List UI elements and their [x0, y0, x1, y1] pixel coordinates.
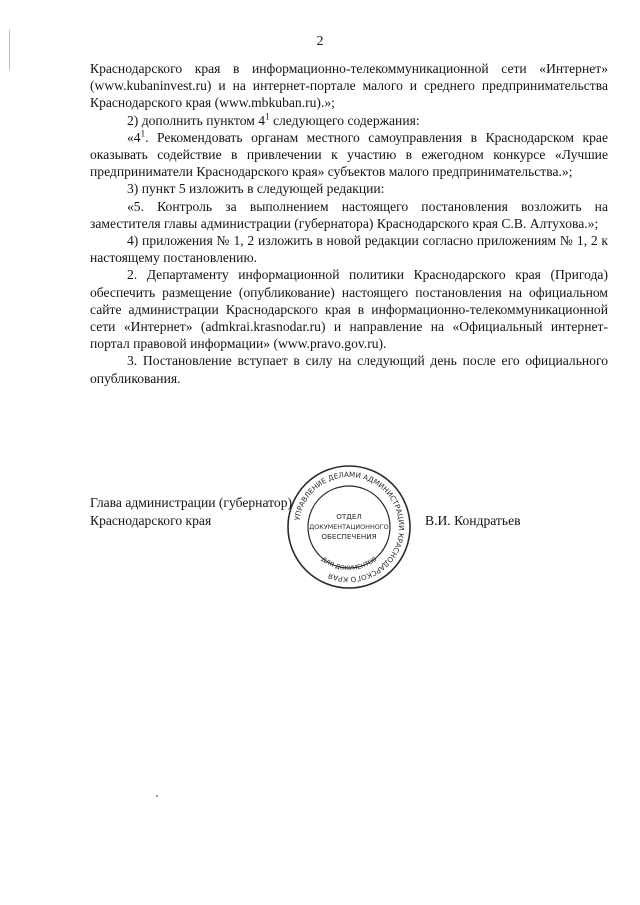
seal-center-line: ДОКУМЕНТАЦИОННОГО	[309, 523, 389, 531]
seal-ring-text: УПРАВЛЕНИЕ ДЕЛАМИ АДМИНИСТРАЦИИ КРАСНОДАРСКОГО КРАЯ	[292, 469, 407, 585]
seal-bottom-text: ДЛЯ ДОКУМЕНТОВ	[319, 555, 379, 573]
text-segment: 3) пункт 5 изложить в следующей редакции:	[127, 181, 385, 197]
paragraph	[90, 266, 608, 352]
superscript: 1	[265, 111, 270, 122]
text-segment: «5. Контроль за выполнением настоящего постановления возложить на заместителя главы администрации (губернатора) Краснодарского края С.В. Алтухова.»;	[90, 198, 608, 231]
signatory-position-line: Краснодарского края	[90, 513, 212, 528]
signatory-name: В.И. Кондратьев	[425, 513, 521, 528]
paragraph	[90, 232, 608, 266]
official-seal	[286, 464, 412, 590]
text-segment: следующего содержания:	[269, 112, 420, 128]
paragraph	[90, 352, 608, 386]
paragraph	[90, 180, 608, 197]
text-segment: 3. Постановление вступает в силу на следующий день после его официального опубликования.	[90, 353, 608, 386]
seal-center-line: ОТДЕЛ	[336, 512, 362, 521]
paragraph	[90, 112, 608, 129]
scan-speck	[156, 795, 158, 797]
paragraph	[90, 60, 608, 112]
page-number: 2	[316, 34, 324, 49]
text-segment: 4) приложения № 1, 2 изложить в новой редакции согласно приложениям № 1, 2 к настоящему постановлению.	[90, 233, 608, 266]
seal-center-line: ОБЕСПЕЧЕНИЯ	[321, 532, 377, 541]
text-segment: Краснодарского края в информационно-телекоммуникационной сети «Интернет» (www.kubaninvest.ru) и на интернет-портале малого и среднего предпринимательства Краснодарского края (www.mbkuban.ru).»;	[90, 61, 608, 111]
signatory-position-line: Глава администрации (губернатор)	[90, 495, 293, 510]
signatory-position	[90, 494, 292, 530]
text-segment: «4	[127, 129, 141, 145]
paragraph	[90, 129, 608, 181]
text-segment: . Рекомендовать органам местного самоуправления в Краснодарском крае оказывать содействие в привлечении к участию в ежегодном конкурсе «Лучшие предприниматели Краснодарского края» субъектов малого предпринимательства.»;	[90, 129, 608, 180]
text-segment: 2. Департаменту информационной политики Краснодарского края (Пригода) обеспечить размещение (опубликование) настоящего постановления на официальном сайте администрации Краснодарского края в информационно-телекоммуникационной сети «Интернет» (admkrai.krasnodar.ru) и направление на «Официальный интернет-портал правовой информации» (www.pravo.gov.ru).	[90, 267, 608, 352]
document-body	[90, 60, 608, 387]
text-segment: 2) дополнить пунктом 4	[127, 112, 266, 128]
paragraph	[90, 198, 608, 232]
superscript: 1	[140, 128, 146, 139]
